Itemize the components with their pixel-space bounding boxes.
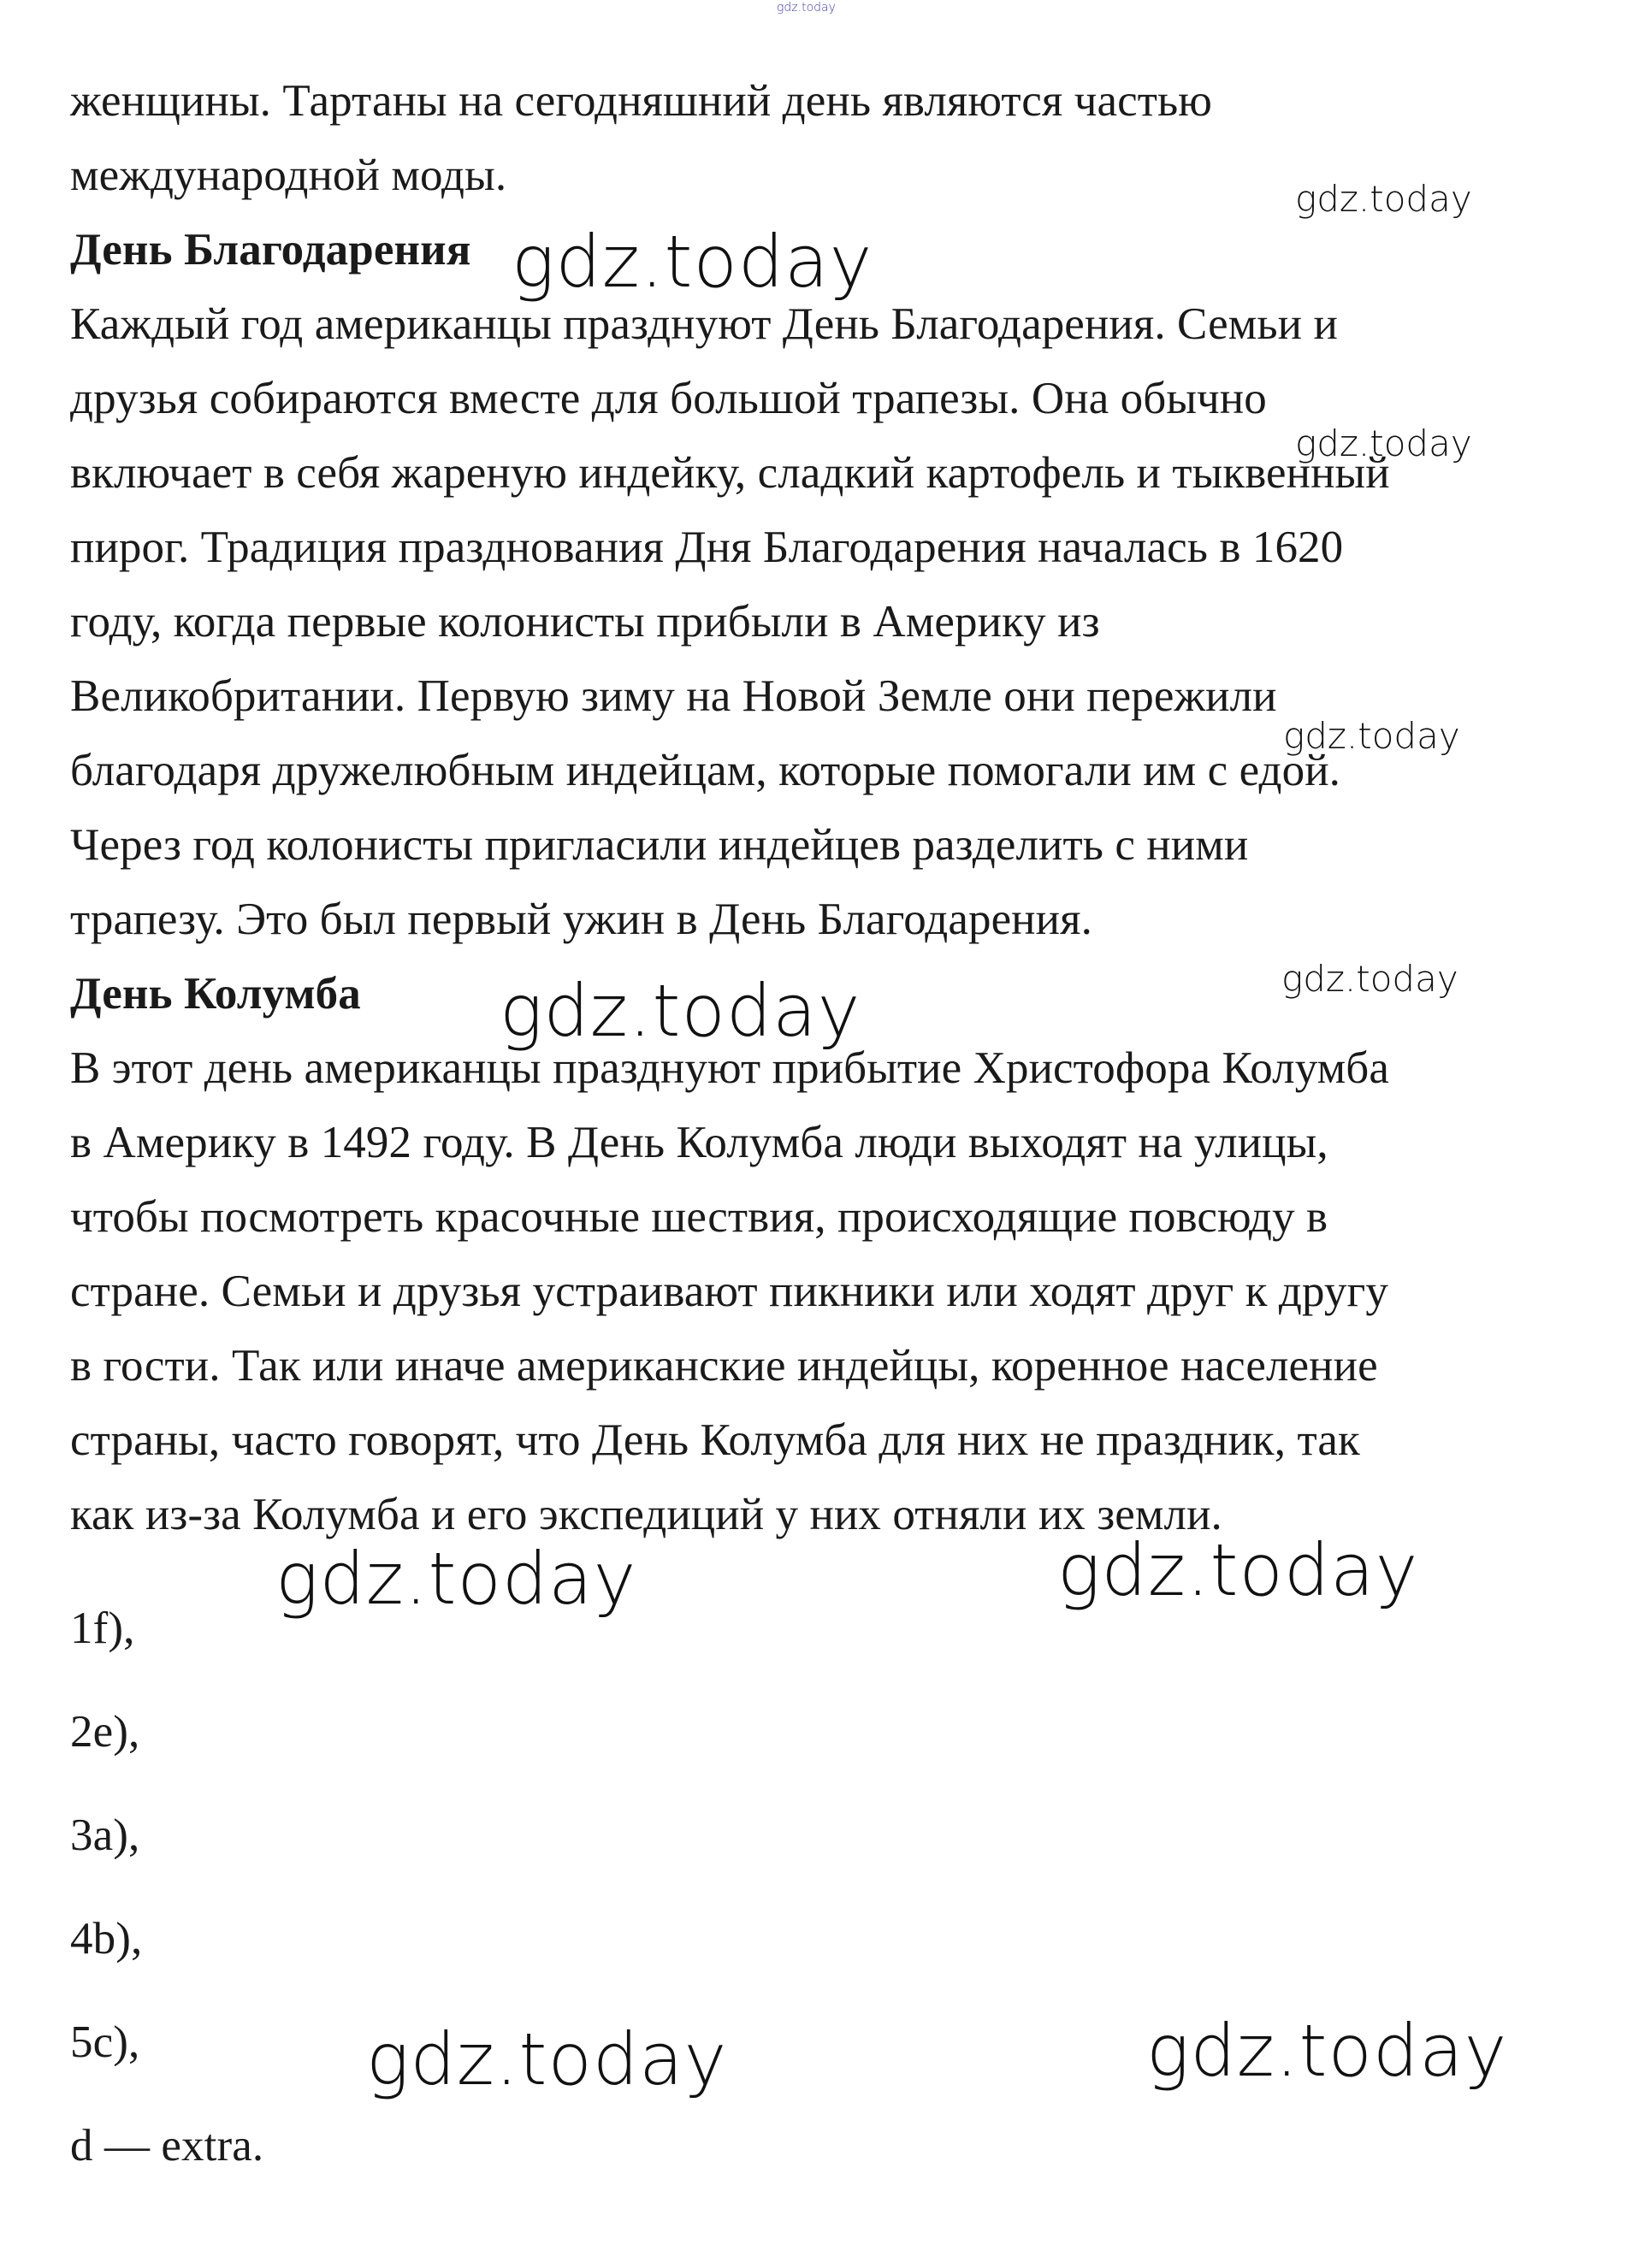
site-mark-watermark: gdz.today — [777, 1, 836, 15]
watermark: gdz.today — [500, 969, 861, 1053]
text-line: Через год колонисты пригласили индейцев разделить с ними — [70, 820, 1249, 870]
text-line: международной моды. — [70, 151, 507, 200]
text-line: трапезу. Это был первый ужин в День Благодарения. — [70, 895, 1092, 944]
text-line: благодаря дружелюбным индейцам, которые помогали им с едой. — [70, 746, 1341, 795]
answer-item: 4b), — [70, 1914, 143, 1964]
text-line: стране. Семьи и друзья устраивают пикники или ходят друг к другу — [70, 1267, 1388, 1316]
text-line: как из-за Колумба и его экспедиций у них отняли их земли. — [70, 1490, 1222, 1539]
text-line: в гости. Так или иначе американские индейцы, коренное население — [70, 1341, 1378, 1391]
section-heading-columbus: День Колумба — [70, 969, 361, 1019]
section-heading-thanksgiving: День Благодарения — [70, 225, 471, 275]
text-line: В этот день американцы празднуют прибытие Христофора Колумба — [70, 1043, 1389, 1093]
watermark: gdz.today — [1295, 178, 1472, 220]
text-line: чтобы посмотреть красочные шествия, происходящие повсюду в — [70, 1192, 1328, 1242]
text-line: Великобритании. Первую зиму на Новой Земле они пережили — [70, 671, 1277, 721]
text-line: в Америку в 1492 году. В День Колумба люди выходят на улицы, — [70, 1118, 1328, 1167]
watermark: gdz.today — [275, 1537, 637, 1621]
answer-item: 1f), — [70, 1604, 135, 1653]
text-line: включает в себя жареную индейку, сладкий картофель и тыквенный — [70, 448, 1390, 498]
text-line: женщины. Тартаны на сегодняшний день являются частью — [70, 76, 1212, 126]
watermark: gdz.today — [1146, 2009, 1508, 2093]
watermark: gdz.today — [512, 220, 873, 304]
answer-item: 3a), — [70, 1810, 140, 1860]
text-line: пирог. Традиция празднования Дня Благодарения началась в 1620 — [70, 523, 1344, 572]
text-line: Каждый год американцы празднуют День Благодарения. Семьи и — [70, 299, 1338, 349]
text-line: страны, часто говорят, что День Колумба для них не праздник, так — [70, 1415, 1360, 1465]
answer-item: d — extra. — [70, 2121, 264, 2171]
watermark: gdz.today — [1281, 958, 1458, 1000]
watermark: gdz.today — [1295, 422, 1472, 464]
watermark: gdz.today — [1057, 1528, 1419, 1612]
watermark: gdz.today — [1283, 715, 1460, 757]
answer-item: 5c), — [70, 2017, 140, 2067]
text-line: друзья собираются вместе для большой трапезы. Она обычно — [70, 374, 1267, 423]
text-line: году, когда первые колонисты прибыли в Америку из — [70, 597, 1100, 647]
watermark: gdz.today — [366, 2017, 728, 2101]
answer-item: 2e), — [70, 1707, 140, 1757]
